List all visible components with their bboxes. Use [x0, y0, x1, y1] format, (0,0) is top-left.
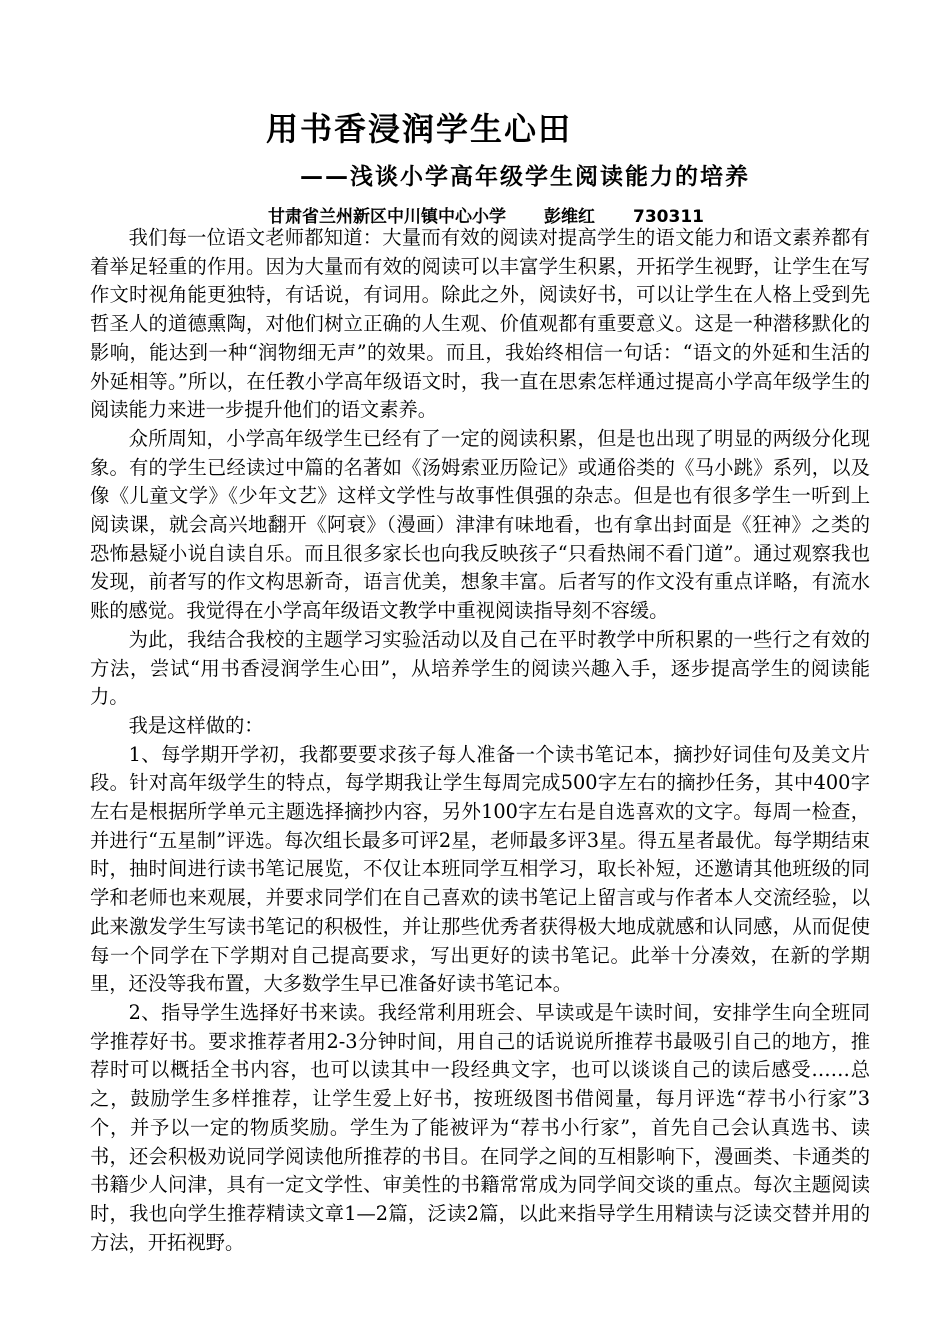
paragraph: 我们每一位语文老师都知道：大量而有效的阅读对提高学生的语文能力和语文素养都有着举足轻重的作用。因为大量而有效的阅读可以丰富学生积累，开拓学生视野，让学生在写作文时视角能更独特，有话说，有词用。除此之外，阅读好书，可以让学生在人格上受到先哲圣人的道德熏陶，对他们树立正确的人生观、价值观都有重要意义。这是一种潜移默化的影响，能达到一种“润物细无声”的效果。而且，我始终相信一句话：“语文的外延和生活的外延相等。”所以，在任教小学高年级语文时，我一直在思索怎样通过提高小学高年级学生的阅读能力来进一步提升他们的语文素养。	[90, 226, 870, 422]
paragraph: 众所周知，小学高年级学生已经有了一定的阅读积累，但是也出现了明显的两级分化现象。有的学生已经读过中篇的名著如《汤姆索亚历险记》或通俗类的《马小跳》系列，以及像《儿童文学》《少年文艺》这样文学性与故事性俱强的杂志。但是也有很多学生一听到上阅读课，就会高兴地翻开《阿衰》（漫画）津津有味地看，也有拿出封面是《狂神》之类的恐怖悬疑小说自读自乐。而且很多家长也向我反映孩子“只看热闹不看门道”。通过观察我也发现，前者写的作文构思新奇，语言优美，想象丰富。后者写的作文没有重点详略，有流水账的感觉。我觉得在小学高年级语文教学中重视阅读指导刻不容缓。	[90, 426, 870, 623]
paragraph: 为此，我结合我校的主题学习实验活动以及自己在平时教学中所积累的一些行之有效的方法，尝试“用书香浸润学生心田”，从培养学生的阅读兴趣入手，逐步提高学生的阅读能力。	[90, 627, 870, 709]
paragraph: 我是这样做的：	[128, 713, 264, 737]
document-subtitle: ——浅谈小学高年级学生阅读能力的培养	[300, 164, 750, 190]
document-title: 用书香浸润学生心田	[266, 110, 573, 148]
paragraph: 2、指导学生选择好书来读。我经常利用班会、早读或是午读时间，安排学生向全班同学推荐好书。要求推荐者用2-3分钟时间，用自己的话说说所推荐书最吸引自己的地方，推荐时可以概括全书内容，也可以读其中一段经典文字，也可以谈谈自己的读后感受……总之，鼓励学生多样推荐，让学生爱上好书，按班级图书借阅量，每月评选“荐书小行家”3个，并予以一定的物质奖励。学生为了能被评为“荐书小行家”，首先自己会认真选书、读书，还会积极劝说同学阅读他所推荐的书目。在同学之间的互相影响下，漫画类、卡通类的书籍少人问津，具有一定文学性、审美性的书籍常常成为同学间交谈的重点。每次主题阅读时，我也向学生推荐精读文章1—2篇，泛读2篇，以此来指导学生用精读与泛读交替并用的方法，开拓视野。	[90, 1000, 870, 1254]
author-school: 甘肃省兰州新区中川镇中心小学	[268, 207, 506, 227]
document-body	[90, 224, 870, 1257]
author-name: 彭维红	[544, 207, 595, 227]
paragraph: 1、每学期开学初，我都要要求孩子每人准备一个读书笔记本，摘抄好词佳句及美文片段。针对高年级学生的特点，每学期我让学生每周完成500字左右的摘抄任务，其中400字左右是根据所学单元主题选择摘抄内容，另外100字左右是自选喜欢的文字。每周一检查，并进行“五星制”评选。每次组长最多可评2星，老师最多评3星。得五星者最优。每学期结束时，抽时间进行读书笔记展览，不仅让本班同学互相学习，取长补短，还邀请其他班级的同学和老师也来观展，并要求同学们在自己喜欢的读书笔记上留言或与作者本人交流经验，以此来激发学生写读书笔记的积极性，并让那些优秀者获得极大地成就感和认同感，从而促使每一个同学在下学期对自己提高要求，写出更好的读书笔记。此举十分凑效，在新的学期里，还没等我布置，大多数学生早已准备好读书笔记本。	[90, 742, 870, 996]
author-postcode: 730311	[633, 207, 704, 227]
